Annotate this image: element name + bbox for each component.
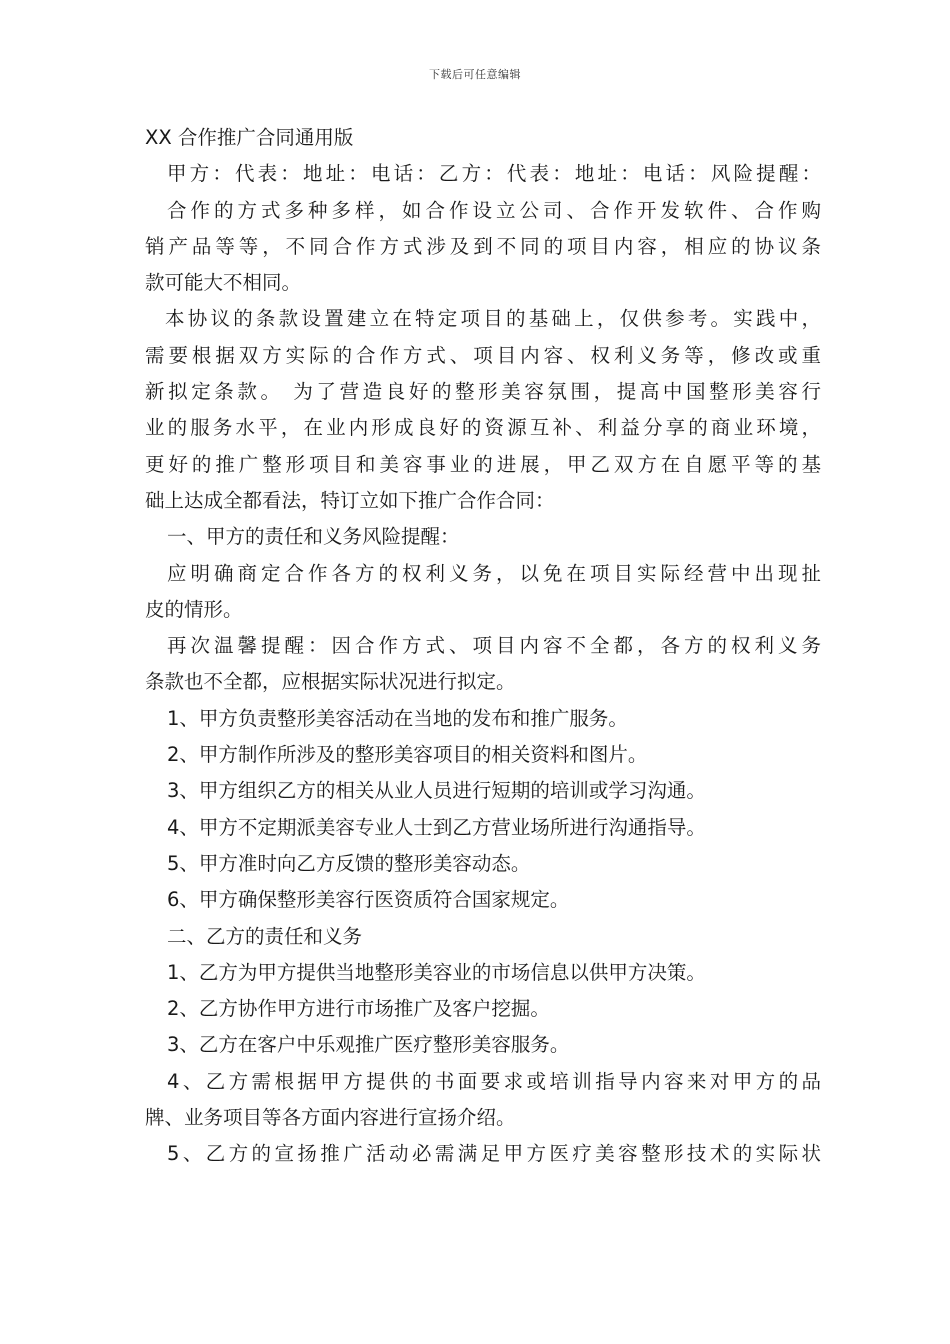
list-item: 1、甲方负责整形美容活动在当地的发布和推广服务。 xyxy=(167,706,628,730)
section-heading: 二、乙方的责任和义务 xyxy=(167,924,363,948)
list-item: 6、甲方确保整形美容行医资质符合国家规定。 xyxy=(167,888,570,912)
paragraph-line: 本协议的条款设置建立在特定项目的基础上，仅供参考。实践中， xyxy=(165,307,821,331)
list-item: 4、甲方不定期派美容专业人士到乙方营业场所进行沟通指导。 xyxy=(167,815,706,839)
paragraph-line: 应明确商定合作各方的权利义务，以免在项目实际经营中出现扯 xyxy=(167,561,821,585)
header-note: 下载后可任意编辑 xyxy=(429,68,521,81)
paragraph-line: 条款也不全都，应根据实际状况进行拟定。 xyxy=(145,670,516,694)
paragraph-line: 甲方：代表：地址：电话：乙方：代表：地址：电话：风险提醒： xyxy=(167,162,821,186)
paragraph-line: 合作的方式多种多样，如合作设立公司、合作开发软件、合作购 xyxy=(167,198,821,222)
paragraph-line: 业的服务水平，在业内形成良好的资源互补、利益分享的商业环境， xyxy=(145,416,821,440)
paragraph-line: 新拟定条款。 为了营造良好的整形美容氛围，提高中国整形美容行 xyxy=(145,380,821,404)
list-item: 3、乙方在客户中乐观推广医疗整形美容服务。 xyxy=(167,1033,570,1057)
paragraph-line: 更好的推广整形项目和美容事业的进展，甲乙双方在自愿平等的基 xyxy=(145,452,821,476)
list-item: 4、乙方需根据甲方提供的书面要求或培训指导内容来对甲方的品 xyxy=(167,1069,821,1093)
list-item: 5、甲方准时向乙方反馈的整形美容动态。 xyxy=(167,851,531,875)
paragraph-line: 再次温馨提醒：因合作方式、项目内容不全都，各方的权利义务 xyxy=(167,634,821,658)
paragraph-line: 础上达成全都看法，特订立如下推广合作合同： xyxy=(145,488,555,512)
document-body xyxy=(145,120,821,1173)
paragraph-line: 皮的情形。 xyxy=(145,597,243,621)
list-item: 1、乙方为甲方提供当地整形美容业的市场信息以供甲方决策。 xyxy=(167,960,706,984)
paragraph-line: 款可能大不相同。 xyxy=(145,271,302,295)
list-item: 2、乙方协作甲方进行市场推广及客户挖掘。 xyxy=(167,997,550,1021)
list-item: 2、甲方制作所涉及的整形美容项目的相关资料和图片。 xyxy=(167,743,648,767)
list-item: 3、甲方组织乙方的相关从业人员进行短期的培训或学习沟通。 xyxy=(167,779,706,803)
list-item: 5、乙方的宣扬推广活动必需满足甲方医疗美容整形技术的实际状 xyxy=(167,1142,821,1166)
section-heading: 一、甲方的责任和义务风险提醒： xyxy=(167,525,460,549)
paragraph-line: 牌、业务项目等各方面内容进行宣扬介绍。 xyxy=(145,1106,516,1130)
paragraph-line: 销产品等等，不同合作方式涉及到不同的项目内容，相应的协议条 xyxy=(145,234,821,258)
paragraph-line: 需要根据双方实际的合作方式、项目内容、权利义务等，修改或重 xyxy=(145,343,821,367)
document-title: XX 合作推广合同通用版 xyxy=(145,126,354,149)
